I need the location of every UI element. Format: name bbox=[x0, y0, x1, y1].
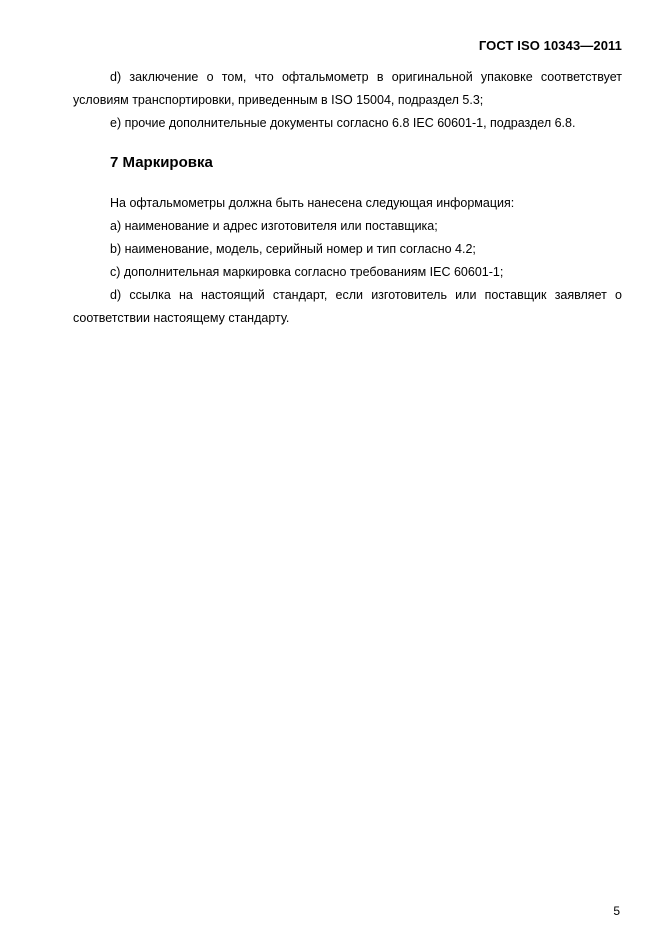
document-header-code: ГОСТ ISO 10343—2011 bbox=[478, 38, 622, 53]
list-item-d-conclusion: d) заключение о том, что офтальмометр в оригинальной упаковке соответствует условиям транспортировки, приведенным в ISO 15004, подраздел 5.3; bbox=[73, 70, 622, 107]
section-heading-marking: 7 Маркировка bbox=[110, 154, 213, 171]
list-item-d: d) ссылка на настоящий стандарт, если изготовитель или поставщик заявляет о соответствии настоящему стандарту. bbox=[73, 288, 622, 325]
section-intro-text: На офтальмометры должна быть нанесена следующая информация: bbox=[110, 196, 515, 210]
list-item-e-documents: e) прочие дополнительные документы согласно 6.8 IEC 60601-1, подраздел 6.8. bbox=[110, 116, 576, 130]
list-item-b: b) наименование, модель, серийный номер и тип согласно 4.2; bbox=[110, 242, 476, 256]
page-number: 5 bbox=[613, 904, 620, 918]
list-item-c: c) дополнительная маркировка согласно требованиям IEC 60601-1; bbox=[110, 265, 504, 279]
document-body bbox=[73, 66, 622, 330]
list-item-a: a) наименование и адрес изготовителя или поставщика; bbox=[110, 219, 438, 233]
